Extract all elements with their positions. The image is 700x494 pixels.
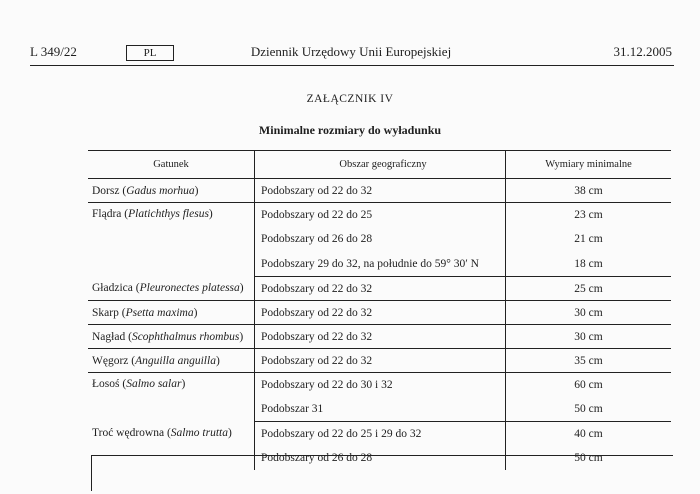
area-cell: Podobszary od 22 do 32	[255, 179, 506, 203]
table-row	[88, 373, 671, 397]
species-cell: Flądra (Platichthys flesus)	[92, 208, 213, 220]
size-cell: 50 cm	[506, 396, 672, 422]
language-badge: PL	[126, 45, 174, 61]
size-cell: 30 cm	[506, 301, 672, 325]
area-cell: Podobszar 31	[255, 396, 506, 422]
size-cell: 23 cm	[506, 203, 672, 227]
table-header-row	[88, 151, 671, 179]
species-cell: Łosoś (Salmo salar)	[92, 378, 186, 390]
species-latin-name: Salmo trutta	[170, 426, 228, 439]
species-name: Łosoś	[92, 378, 120, 390]
species-name: Węgorz	[92, 354, 129, 367]
species-name: Gładzica	[92, 282, 133, 295]
area-cell: Podobszary od 22 do 25 i 29 do 32	[255, 422, 506, 446]
table-row	[88, 325, 671, 349]
size-cell: 30 cm	[506, 325, 672, 349]
species-name: Troć wędrowna	[92, 426, 165, 439]
column-header-area: Obszar geograficzny	[255, 151, 506, 179]
table-row	[88, 349, 671, 373]
species-latin-name: Anguilla anguilla	[135, 354, 216, 367]
species-cell: Węgorz (Anguilla anguilla)	[88, 349, 255, 373]
header-rule	[30, 65, 674, 66]
size-cell: 50 cm	[506, 445, 672, 470]
species-latin-name: Scophthalmus rhombus	[131, 330, 240, 343]
species-latin-name: Salmo salar	[126, 378, 182, 390]
table-bottom-tick	[91, 455, 92, 491]
table-bottom-rule	[91, 455, 673, 456]
table-title: Minimalne rozmiary do wyładunku	[258, 123, 442, 137]
journal-name: Dziennik Urzędowy Unii Europejskiej	[250, 44, 452, 59]
species-name: Flądra	[92, 208, 122, 220]
column-header-size: Wymiary minimalne	[506, 151, 672, 179]
column-header-species: Gatunek	[88, 151, 255, 179]
species-latin-name: Platichthys flesus	[128, 208, 209, 220]
area-cell: Podobszary od 22 do 32	[255, 277, 506, 301]
species-name: Nagład	[92, 330, 126, 343]
table-row	[88, 277, 671, 301]
species-cell: Dorsz (Gadus morhua)	[88, 179, 255, 203]
size-cell: 38 cm	[506, 179, 672, 203]
publication-date: 31.12.2005	[613, 44, 672, 59]
area-cell: Podobszary od 22 do 32	[255, 325, 506, 349]
species-cell: Troć wędrowna (Salmo trutta)	[92, 426, 232, 439]
annex-title: ZAŁĄCZNIK IV	[306, 93, 394, 105]
species-latin-name: Gadus morhua	[126, 184, 195, 197]
table-row	[88, 179, 671, 203]
minimum-sizes-table	[88, 150, 671, 470]
species-cell: Nagład (Scophthalmus rhombus)	[88, 325, 255, 349]
species-name: Dorsz	[92, 184, 120, 197]
area-cell: Podobszary od 26 do 28	[255, 226, 506, 251]
area-cell: Podobszary od 22 do 32	[255, 301, 506, 325]
species-cell: Skarp (Psetta maxima)	[88, 301, 255, 325]
species-latin-name: Psetta maxima	[125, 306, 194, 319]
page-header	[30, 44, 672, 64]
table-row	[88, 422, 671, 446]
area-cell: Podobszary 29 do 32, na południe do 59° 30′ N	[255, 251, 506, 277]
size-cell: 35 cm	[506, 349, 672, 373]
table-row	[88, 301, 671, 325]
size-cell: 25 cm	[506, 277, 672, 301]
size-cell: 18 cm	[506, 251, 672, 277]
size-cell: 21 cm	[506, 226, 672, 251]
area-cell: Podobszary od 26 do 28	[255, 445, 506, 470]
area-cell: Podobszary od 22 do 30 i 32	[255, 373, 506, 397]
area-cell: Podobszary od 22 do 32	[255, 349, 506, 373]
area-cell: Podobszary od 22 do 25	[255, 203, 506, 227]
species-cell: Gładzica (Pleuronectes platessa)	[88, 277, 255, 301]
species-name: Skarp	[92, 306, 119, 319]
species-latin-name: Pleuronectes platessa	[139, 282, 240, 295]
size-cell: 40 cm	[506, 422, 672, 446]
size-cell: 60 cm	[506, 373, 672, 397]
journal-reference: L 349/22	[30, 44, 77, 59]
table-row	[88, 203, 671, 227]
